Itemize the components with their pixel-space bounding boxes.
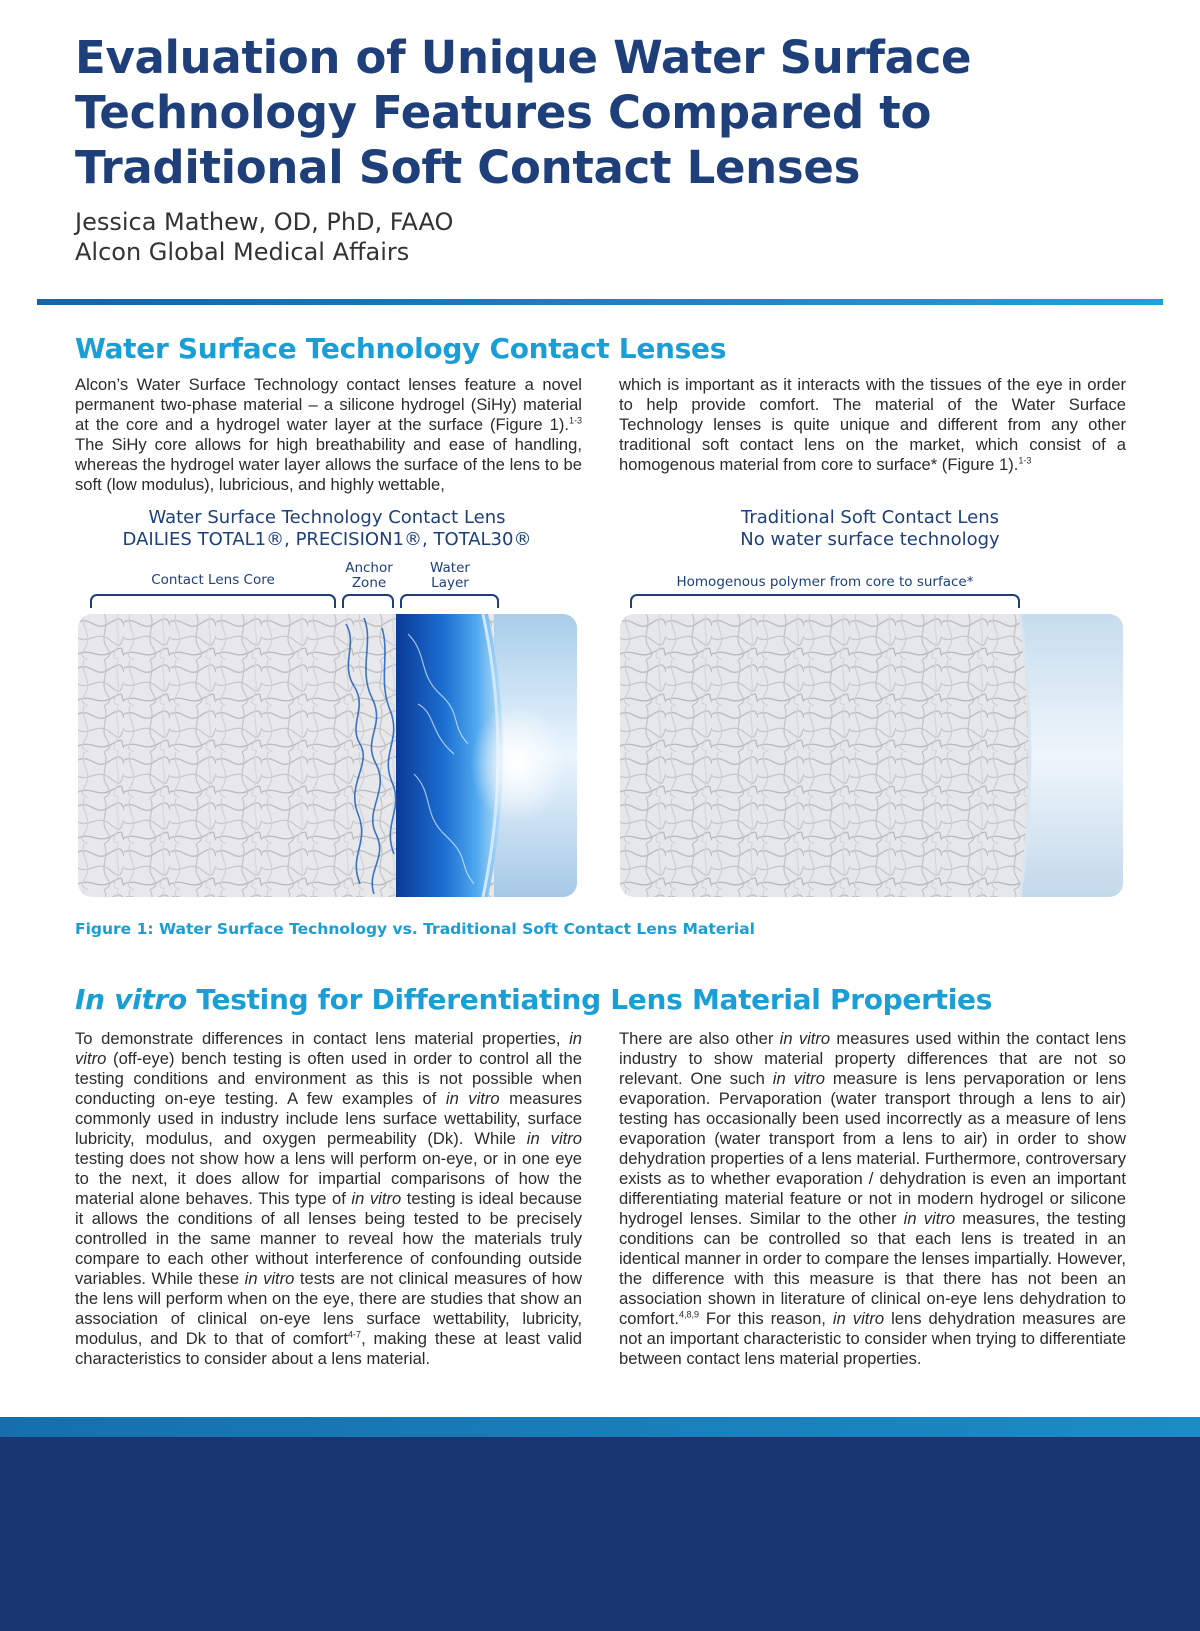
text-run: which is important as it interacts with the tissues of the eye in order to help provide comfort. The material of the Water Surface Technology lenses is quite unique and different from any other traditional soft contact lens on the market, which consist of a homogenous material from core to surface* (Figure 1).	[619, 375, 1126, 474]
footer-band	[0, 1437, 1200, 1631]
bracket-core	[90, 594, 336, 608]
text-run: There are also other	[619, 1029, 780, 1048]
text-run: lens dehydration measures are not an important characteristic to consider when trying to differentiate between contact lens material properties.	[619, 1309, 1126, 1368]
figure-left-products: DAILIES TOTAL1®, PRECISION1®, TOTAL30®	[122, 529, 532, 550]
label-water-layer	[402, 561, 498, 591]
italic-term: in vitro	[526, 1129, 582, 1148]
author-block	[75, 207, 453, 267]
label-anchor-line1: Anchor	[345, 560, 393, 576]
bracket-anchor	[342, 594, 394, 608]
text-run: Alcon’s Water Surface Technology contact lenses feature a novel permanent two-phase material – a silicone hydrogel (SiHy) material at the core and a hydrogel water layer at the surface (Figure 1).	[75, 375, 582, 434]
heading-rest: Testing for Differentiating Lens Material Properties	[186, 983, 993, 1016]
section1-right-paragraph	[619, 375, 1126, 475]
figure-right-title: Traditional Soft Contact Lens	[740, 507, 999, 528]
label-anchor-line2: Zone	[351, 575, 387, 591]
text-run: (off-eye) bench testing is often used in order to control all the testing conditions and environment as this is not possible when conducting on-eye testing. A few examples of	[75, 1049, 582, 1108]
label-lens-core: Contact Lens Core	[151, 572, 275, 588]
header-divider	[37, 299, 1163, 305]
label-homogenous: Homogenous polymer from core to surface*	[676, 574, 974, 590]
figure-left-title: Water Surface Technology Contact Lens	[148, 507, 506, 528]
italic-term: in vitro	[903, 1209, 956, 1228]
text-run: To demonstrate differences in contact lens material properties,	[75, 1029, 570, 1048]
section1-left-paragraph	[75, 375, 582, 495]
text-run: measure is lens pervaporation or lens evaporation. Pervaporation (water transport through a lens to air) testing has occasionally been used incorrectly as a measure of lens evaporation (water transport from a lens to air) in order to show dehydration properties of a lens material. Furthermore, controversary exists as to whether evaporation / dehydration is even an important differentiating material feature or not in modern hydrogel or silicone hydrogel lenses. Similar to the other	[619, 1069, 1126, 1228]
section2-right-paragraph	[619, 1029, 1126, 1369]
label-water-line2: Layer	[431, 575, 469, 591]
reference-superscript: 4,8,9	[678, 1309, 699, 1320]
italic-term: in vitro	[445, 1089, 500, 1108]
reference-superscript: 4-7	[348, 1329, 362, 1340]
figure-left-heading	[75, 507, 579, 551]
section-heading-wst: Water Surface Technology Contact Lenses	[75, 332, 727, 365]
text-run: , making these at least valid characteristics to consider about a lens material.	[75, 1329, 582, 1368]
wst-lens-illustration	[78, 614, 577, 897]
traditional-lens-illustration	[620, 614, 1123, 897]
author-affiliation: Alcon Global Medical Affairs	[75, 238, 410, 266]
italic-term: in vitro	[351, 1189, 402, 1208]
label-water-line1: Water	[430, 560, 470, 576]
text-run: For this reason,	[698, 1309, 833, 1328]
italic-term: in vitro	[75, 1029, 582, 1068]
figure-right-heading	[619, 507, 1121, 551]
label-anchor-zone	[338, 561, 400, 591]
bracket-water	[400, 594, 499, 608]
reference-superscript: 1-3	[1018, 455, 1032, 466]
text-run: testing is ideal because it allows the conditions of all lenses being tested to be precisely controlled in the same manner to reveal how the materials truly compare to each other without interference of confounding outside variables. While these	[75, 1189, 582, 1288]
text-run: testing does not show how a lens will perform on-eye, or in one eye to the next, it does allow for impartial comparisons of how the material alone behaves. This type of	[75, 1149, 582, 1208]
text-run: tests are not clinical measures of how the lens will perform when on the eye, there are studies that show an association of clinical on-eye lens surface wettability, lubricity, modulus, and Dk to that of comfort	[75, 1269, 583, 1348]
italic-term: in vitro	[244, 1269, 295, 1288]
text-run: measures, the testing conditions can be controlled so that each lens is treated in an identical manner in order to compare the lenses impartially. However, the difference with this measure is that there has not been an association shown in literature of clinical on-eye lens dehydration to comfort.	[619, 1209, 1127, 1328]
section2-left-paragraph	[75, 1029, 582, 1369]
italic-term: in vitro	[832, 1309, 885, 1328]
bracket-homogenous	[630, 594, 1020, 608]
reference-superscript: 1-3	[568, 415, 582, 426]
figure-right-subtitle: No water surface technology	[740, 529, 1000, 550]
author-name: Jessica Mathew, OD, PhD, FAAO	[75, 208, 454, 236]
section-heading-in-vitro	[75, 983, 992, 1016]
document-title: Evaluation of Unique Water Surface Technology Features Compared to Traditional Soft Contact Lenses	[75, 31, 972, 194]
italic-term: in vitro	[779, 1029, 831, 1048]
footer-accent-band	[0, 1417, 1200, 1437]
italic-term: in vitro	[772, 1069, 825, 1088]
text-run: measures commonly used in industry include lens surface wettability, surface lubricity, modulus, and oxygen permeability (Dk). While	[75, 1089, 583, 1148]
heading-italic-part: In vitro	[75, 983, 187, 1016]
figure-caption: Figure 1: Water Surface Technology vs. Traditional Soft Contact Lens Material	[75, 920, 755, 938]
text-run: The SiHy core allows for high breathability and ease of handling, whereas the hydrogel water layer allows the surface of the lens to be soft (low modulus), lubricious, and highly wettable,	[75, 435, 582, 494]
text-run: measures used within the contact lens industry to show material property differences that are not so relevant. One such	[619, 1029, 1127, 1088]
